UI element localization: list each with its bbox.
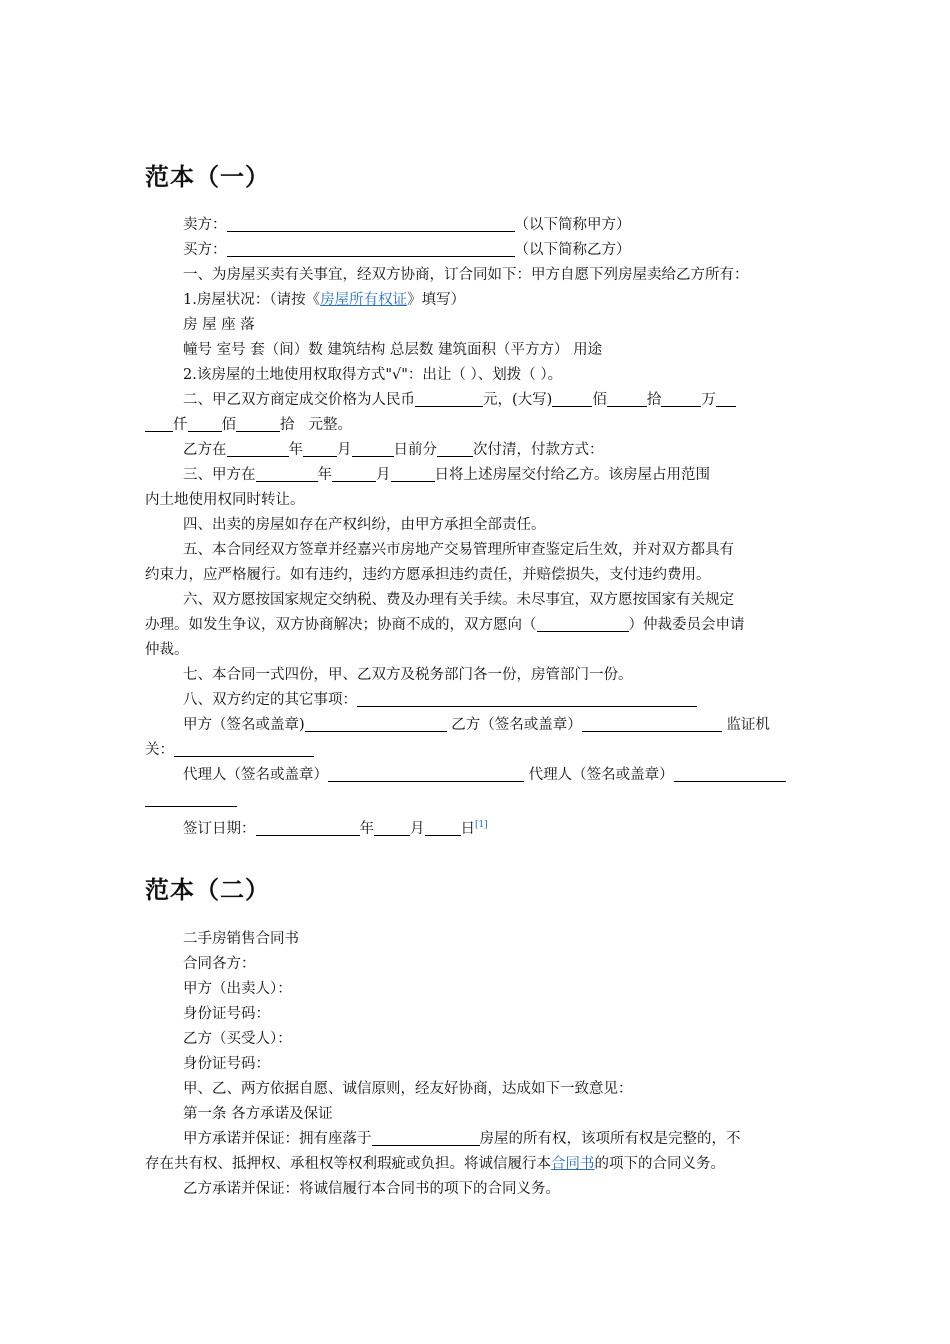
pay-end: 次付清，付款方式： <box>473 442 604 458</box>
promise-text-d: 的项下的合同义务。 <box>594 1156 725 1172</box>
clause-6-line-2 <box>145 613 807 638</box>
contract-link[interactable]: 合同书 <box>551 1156 595 1172</box>
blank <box>437 440 473 457</box>
blank <box>374 819 410 836</box>
agent-line-2 <box>145 788 807 813</box>
clause-6-text-a: 办理。如发生争议，双方协商解决；协商不成的，双方愿向（ <box>145 617 537 633</box>
blank <box>661 390 701 407</box>
house-status-line <box>145 288 807 313</box>
deliver-month: 月 <box>376 467 391 483</box>
pay-text: 乙方在 <box>183 442 227 458</box>
supervisor-label-2: 关： <box>145 742 174 758</box>
blank <box>227 440 289 457</box>
buyer-label: 买方： <box>183 242 227 258</box>
house-cert-link[interactable]: 房屋所有权证 <box>320 292 408 308</box>
land-use-line: 2.该房屋的土地使用权取得方式"√"：出让（ ）、划拨（ ）。 <box>183 367 563 383</box>
pay-year: 年 <box>288 442 303 458</box>
preamble: 甲、乙、两方依据自愿、诚信原则，经友好协商，达成如下一致意见： <box>183 1081 633 1097</box>
promise-text-a: 甲方承诺并保证：拥有座落于 <box>183 1131 372 1147</box>
delivery-line-2: 内土地使用权同时转让。 <box>145 492 305 508</box>
deliver-end: 日将上述房屋交付给乙方。该房屋占用范围 <box>434 467 710 483</box>
blank <box>425 819 461 836</box>
price-bai: 佰 <box>592 392 607 408</box>
agent-line <box>145 763 807 788</box>
price-shi: 拾 <box>280 417 295 433</box>
price-text-a: 二、甲乙双方商定成交价格为人民币 <box>183 392 415 408</box>
date-day: 日 <box>460 821 475 837</box>
party-a: 甲方（出卖人）： <box>183 981 292 997</box>
agent-a-label: 代理人（签名或盖章） <box>183 767 328 783</box>
article-1: 第一条 各方承诺及保证 <box>183 1106 333 1122</box>
price-end: 元整。 <box>308 417 352 433</box>
agent-b-label: 代理人（签名或盖章） <box>528 767 674 783</box>
id-number-a: 身份证号码： <box>183 1006 270 1022</box>
promise-text-b: 房屋的所有权，该项所有权是完整的，不 <box>479 1131 741 1147</box>
date-month: 月 <box>410 821 425 837</box>
section-1-body <box>145 213 807 838</box>
columns-row: 幢号 室号 套（间）数 建筑结构 总层数 建筑面积（平方方） 用途 <box>183 342 603 358</box>
arbitration-blank <box>537 615 629 632</box>
blank <box>145 415 173 432</box>
blank <box>256 465 318 482</box>
delivery-line <box>145 463 807 488</box>
price-shi: 拾 <box>646 392 662 408</box>
date-label: 签订日期： <box>183 821 256 837</box>
party-b-sign-label: 乙方（签名或盖章） <box>451 717 582 733</box>
date-line <box>145 813 807 838</box>
price-line-2 <box>145 413 807 438</box>
doc-title: 二手房销售合同书 <box>183 931 299 947</box>
blank <box>352 440 394 457</box>
clause-7: 七、本合同一式四份，甲、乙双方及税务部门各一份，房管部门一份。 <box>183 667 633 683</box>
supervisor-label: 监证机 <box>726 717 770 733</box>
blank <box>303 440 337 457</box>
blank <box>674 765 786 782</box>
seller-blank <box>227 215 515 232</box>
pay-month: 月 <box>337 442 352 458</box>
clause-6-text-b: ）仲裁委员会申请 <box>628 617 745 633</box>
section-title-1: 范本（一） <box>145 163 270 191</box>
reference-link[interactable]: [1] <box>475 820 488 830</box>
clause-5-line-1: 五、本合同经双方签章并经嘉兴市房地产交易管理所审查鉴定后生效，并对双方都具有 <box>183 542 734 558</box>
party-a-promise-2 <box>145 1152 807 1177</box>
blank <box>328 765 524 782</box>
party-b-promise: 乙方承诺并保证：将诚信履行本合同书的项下的合同义务。 <box>183 1181 560 1197</box>
seller-line <box>145 213 807 238</box>
price-blank <box>415 390 483 407</box>
date-year: 年 <box>359 821 374 837</box>
blank <box>256 819 360 836</box>
clause-intro: 一、为房屋买卖有关事宜，经双方协商，订合同如下：甲方自愿下列房屋卖给乙方所有： <box>183 267 749 283</box>
buyer-blank <box>227 240 515 257</box>
blank <box>552 390 592 407</box>
house-status-prefix: 1.房屋状况：（请按《 <box>183 292 321 308</box>
buyer-line <box>145 238 807 263</box>
section-2-body <box>145 927 807 1202</box>
signature-line <box>145 713 807 738</box>
location-label: 房 屋 座 落 <box>183 317 255 333</box>
price-line-1 <box>145 388 807 413</box>
parties-label: 合同各方： <box>183 956 256 972</box>
blank <box>188 415 222 432</box>
blank <box>582 715 722 732</box>
clause-8 <box>145 688 807 713</box>
clause-6-line-3: 仲裁。 <box>145 642 189 658</box>
address-blank <box>372 1129 480 1146</box>
blank <box>305 715 447 732</box>
promise-text-c: 存在共有权、抵押权、承租权等权利瑕疵或负担。将诚信履行本 <box>145 1156 551 1172</box>
blank <box>174 740 314 757</box>
other-matters-blank <box>357 690 697 707</box>
price-text-b: 元，(大写) <box>483 392 553 408</box>
blank <box>236 415 280 432</box>
blank <box>391 465 435 482</box>
pay-day: 日前分 <box>393 442 437 458</box>
supervisor-line <box>145 738 807 763</box>
price-wan: 万 <box>701 392 716 408</box>
payment-line <box>145 438 807 463</box>
clause-5-line-2: 约束力，应严格履行。如有违约，违约方愿承担违约责任，并赔偿损失，支付违约费用。 <box>145 567 711 583</box>
seller-label: 卖方： <box>183 217 227 233</box>
blank <box>145 790 237 807</box>
blank <box>332 465 376 482</box>
party-a-promise <box>145 1127 807 1152</box>
blank <box>716 390 736 407</box>
deliver-year: 年 <box>317 467 332 483</box>
price-bai: 佰 <box>221 417 236 433</box>
id-number-b: 身份证号码： <box>183 1056 270 1072</box>
price-qian: 仟 <box>173 417 188 433</box>
party-b: 乙方（买受人）： <box>183 1031 292 1047</box>
clause-4: 四、出卖的房屋如存在产权纠纷，由甲方承担全部责任。 <box>183 517 546 533</box>
party-a-sign-label: 甲方（签名或盖章) <box>183 717 305 733</box>
buyer-suffix: （以下简称乙方） <box>514 242 631 258</box>
blank <box>607 390 647 407</box>
seller-suffix: （以下简称甲方） <box>514 217 631 233</box>
house-status-suffix: 》填写） <box>407 292 466 308</box>
deliver-text: 三、甲方在 <box>183 467 256 483</box>
section-title-2: 范本（二） <box>145 876 270 904</box>
clause-8-text: 八、双方约定的其它事项： <box>183 692 357 708</box>
clause-6-line-1: 六、双方愿按国家规定交纳税、费及办理有关手续。未尽事宜，双方愿按国家有关规定 <box>183 592 734 608</box>
